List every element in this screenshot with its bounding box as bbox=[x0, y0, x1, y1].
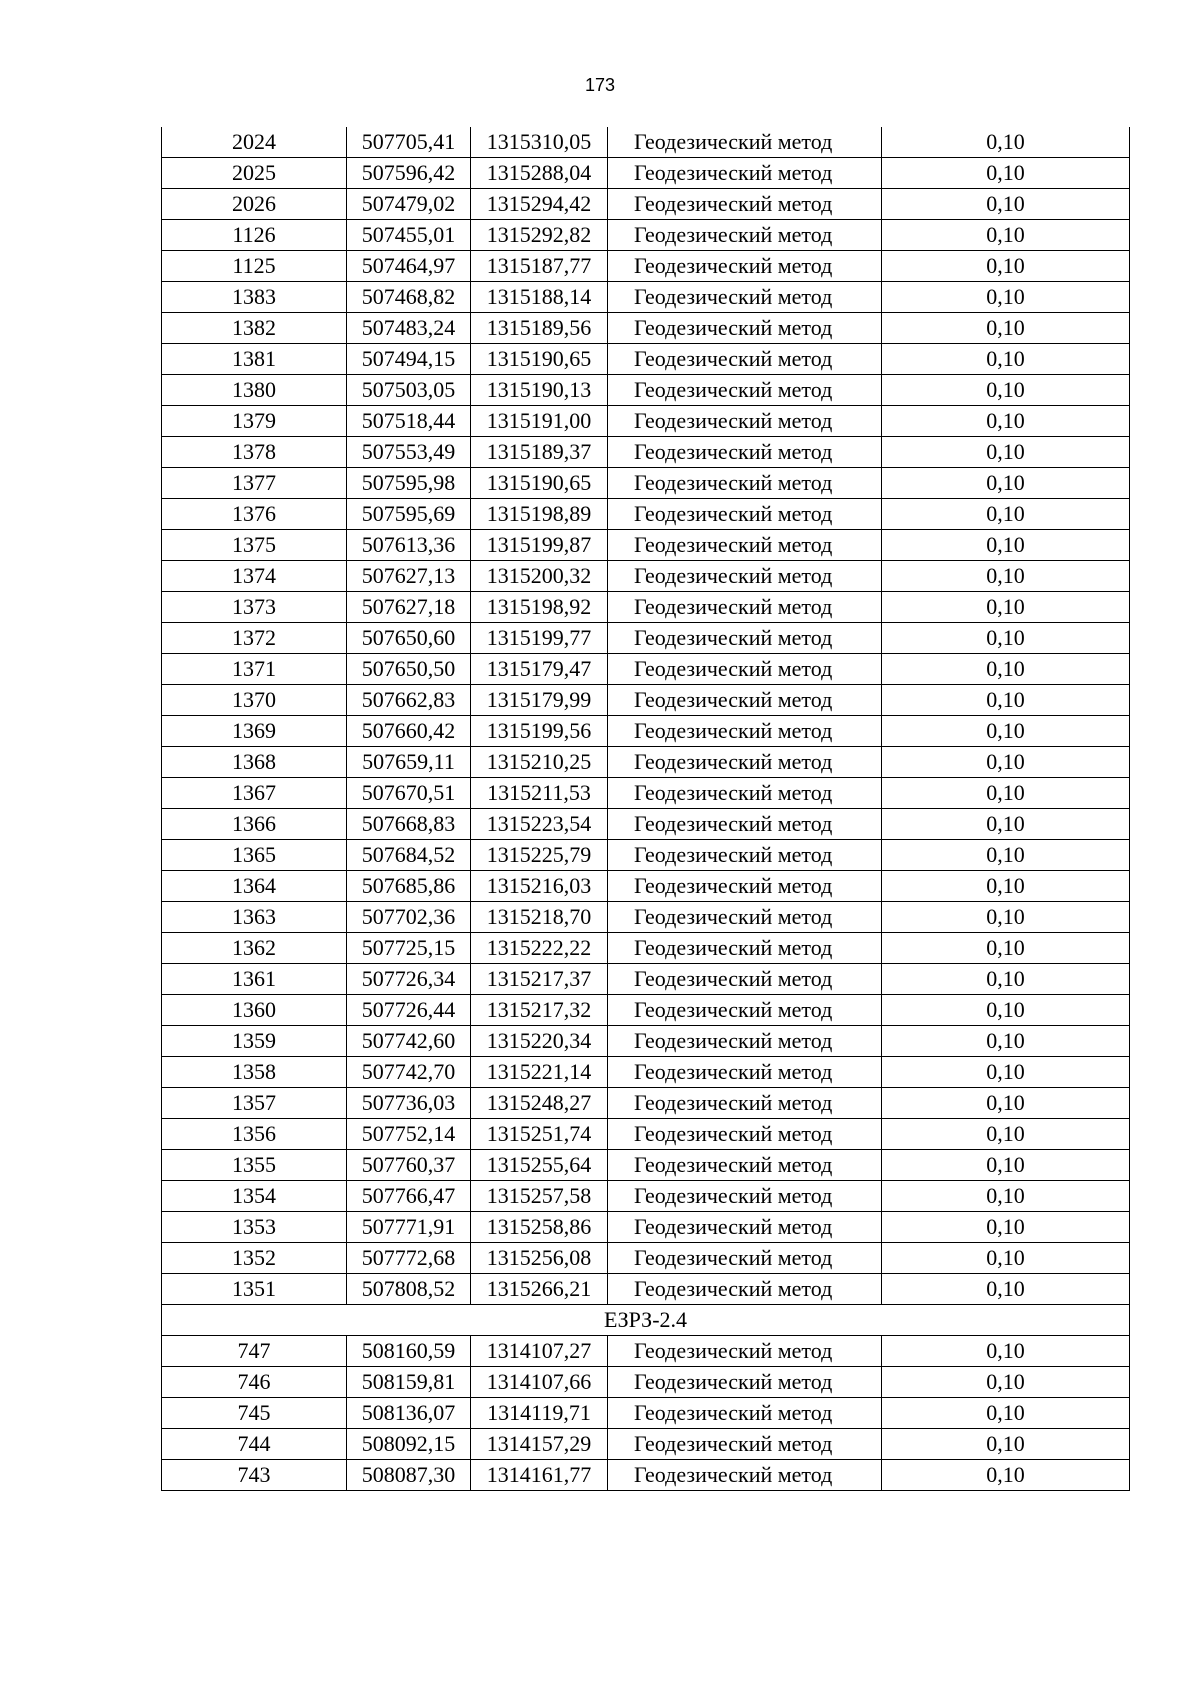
method-cell: Геодезический метод bbox=[608, 778, 882, 809]
precision-cell: 0,10 bbox=[882, 871, 1130, 902]
y-coordinate-cell: 1315200,32 bbox=[471, 561, 608, 592]
x-coordinate-cell: 507736,03 bbox=[347, 1088, 471, 1119]
y-coordinate-cell: 1315189,37 bbox=[471, 437, 608, 468]
method-cell: Геодезический метод bbox=[608, 1212, 882, 1243]
x-coordinate-cell: 507760,37 bbox=[347, 1150, 471, 1181]
point-number-cell: 1361 bbox=[162, 964, 347, 995]
x-coordinate-cell: 507670,51 bbox=[347, 778, 471, 809]
point-number-cell: 1363 bbox=[162, 902, 347, 933]
y-coordinate-cell: 1315198,92 bbox=[471, 592, 608, 623]
point-number-cell: 1366 bbox=[162, 809, 347, 840]
table-row bbox=[162, 1119, 1130, 1150]
coordinates-table-body bbox=[162, 127, 1130, 1491]
precision-cell: 0,10 bbox=[882, 1243, 1130, 1274]
point-number-cell: 1374 bbox=[162, 561, 347, 592]
x-coordinate-cell: 507479,02 bbox=[347, 189, 471, 220]
precision-cell: 0,10 bbox=[882, 1119, 1130, 1150]
table-row bbox=[162, 1057, 1130, 1088]
y-coordinate-cell: 1315190,65 bbox=[471, 344, 608, 375]
table-row bbox=[162, 1026, 1130, 1057]
point-number-cell: 1368 bbox=[162, 747, 347, 778]
table-row bbox=[162, 313, 1130, 344]
point-number-cell: 745 bbox=[162, 1398, 347, 1429]
point-number-cell: 1125 bbox=[162, 251, 347, 282]
method-cell: Геодезический метод bbox=[608, 158, 882, 189]
x-coordinate-cell: 507595,98 bbox=[347, 468, 471, 499]
method-cell: Геодезический метод bbox=[608, 1150, 882, 1181]
method-cell: Геодезический метод bbox=[608, 1429, 882, 1460]
x-coordinate-cell: 507726,34 bbox=[347, 964, 471, 995]
table-row bbox=[162, 189, 1130, 220]
point-number-cell: 1365 bbox=[162, 840, 347, 871]
precision-cell: 0,10 bbox=[882, 406, 1130, 437]
precision-cell: 0,10 bbox=[882, 902, 1130, 933]
method-cell: Геодезический метод bbox=[608, 251, 882, 282]
precision-cell: 0,10 bbox=[882, 716, 1130, 747]
y-coordinate-cell: 1314119,71 bbox=[471, 1398, 608, 1429]
y-coordinate-cell: 1315190,65 bbox=[471, 468, 608, 499]
point-number-cell: 1362 bbox=[162, 933, 347, 964]
y-coordinate-cell: 1315187,77 bbox=[471, 251, 608, 282]
table-row bbox=[162, 499, 1130, 530]
x-coordinate-cell: 507766,47 bbox=[347, 1181, 471, 1212]
x-coordinate-cell: 507659,11 bbox=[347, 747, 471, 778]
point-number-cell: 1352 bbox=[162, 1243, 347, 1274]
point-number-cell: 1381 bbox=[162, 344, 347, 375]
x-coordinate-cell: 507455,01 bbox=[347, 220, 471, 251]
method-cell: Геодезический метод bbox=[608, 1181, 882, 1212]
x-coordinate-cell: 507726,44 bbox=[347, 995, 471, 1026]
x-coordinate-cell: 507685,86 bbox=[347, 871, 471, 902]
method-cell: Геодезический метод bbox=[608, 1274, 882, 1305]
y-coordinate-cell: 1315257,58 bbox=[471, 1181, 608, 1212]
y-coordinate-cell: 1315198,89 bbox=[471, 499, 608, 530]
precision-cell: 0,10 bbox=[882, 468, 1130, 499]
table-row bbox=[162, 1088, 1130, 1119]
y-coordinate-cell: 1315251,74 bbox=[471, 1119, 608, 1150]
precision-cell: 0,10 bbox=[882, 623, 1130, 654]
point-number-cell: 2026 bbox=[162, 189, 347, 220]
x-coordinate-cell: 507742,70 bbox=[347, 1057, 471, 1088]
point-number-cell: 1369 bbox=[162, 716, 347, 747]
y-coordinate-cell: 1315225,79 bbox=[471, 840, 608, 871]
precision-cell: 0,10 bbox=[882, 1429, 1130, 1460]
table-row bbox=[162, 344, 1130, 375]
precision-cell: 0,10 bbox=[882, 778, 1130, 809]
table-row bbox=[162, 654, 1130, 685]
x-coordinate-cell: 507705,41 bbox=[347, 127, 471, 158]
y-coordinate-cell: 1315255,64 bbox=[471, 1150, 608, 1181]
method-cell: Геодезический метод bbox=[608, 530, 882, 561]
method-cell: Геодезический метод bbox=[608, 313, 882, 344]
method-cell: Геодезический метод bbox=[608, 747, 882, 778]
precision-cell: 0,10 bbox=[882, 437, 1130, 468]
table-row bbox=[162, 685, 1130, 716]
point-number-cell: 1377 bbox=[162, 468, 347, 499]
table-row bbox=[162, 778, 1130, 809]
y-coordinate-cell: 1314161,77 bbox=[471, 1460, 608, 1491]
table-row bbox=[162, 530, 1130, 561]
x-coordinate-cell: 507464,97 bbox=[347, 251, 471, 282]
table-row bbox=[162, 809, 1130, 840]
point-number-cell: 744 bbox=[162, 1429, 347, 1460]
method-cell: Геодезический метод bbox=[608, 1460, 882, 1491]
y-coordinate-cell: 1315220,34 bbox=[471, 1026, 608, 1057]
point-number-cell: 1359 bbox=[162, 1026, 347, 1057]
method-cell: Геодезический метод bbox=[608, 561, 882, 592]
method-cell: Геодезический метод bbox=[608, 902, 882, 933]
precision-cell: 0,10 bbox=[882, 1150, 1130, 1181]
x-coordinate-cell: 507468,82 bbox=[347, 282, 471, 313]
table-row bbox=[162, 995, 1130, 1026]
section-title: ЕЗРЗ-2.4 bbox=[162, 1305, 1130, 1336]
y-coordinate-cell: 1315294,42 bbox=[471, 189, 608, 220]
x-coordinate-cell: 507668,83 bbox=[347, 809, 471, 840]
point-number-cell: 747 bbox=[162, 1336, 347, 1367]
y-coordinate-cell: 1315199,56 bbox=[471, 716, 608, 747]
precision-cell: 0,10 bbox=[882, 685, 1130, 716]
precision-cell: 0,10 bbox=[882, 964, 1130, 995]
x-coordinate-cell: 507518,44 bbox=[347, 406, 471, 437]
table-row bbox=[162, 1181, 1130, 1212]
precision-cell: 0,10 bbox=[882, 251, 1130, 282]
precision-cell: 0,10 bbox=[882, 189, 1130, 220]
precision-cell: 0,10 bbox=[882, 747, 1130, 778]
table-row bbox=[162, 561, 1130, 592]
y-coordinate-cell: 1315222,22 bbox=[471, 933, 608, 964]
y-coordinate-cell: 1315310,05 bbox=[471, 127, 608, 158]
precision-cell: 0,10 bbox=[882, 282, 1130, 313]
table-row bbox=[162, 1336, 1130, 1367]
y-coordinate-cell: 1315211,53 bbox=[471, 778, 608, 809]
x-coordinate-cell: 508136,07 bbox=[347, 1398, 471, 1429]
table-row bbox=[162, 437, 1130, 468]
method-cell: Геодезический метод bbox=[608, 1243, 882, 1274]
point-number-cell: 1353 bbox=[162, 1212, 347, 1243]
point-number-cell: 1370 bbox=[162, 685, 347, 716]
point-number-cell: 1357 bbox=[162, 1088, 347, 1119]
x-coordinate-cell: 507772,68 bbox=[347, 1243, 471, 1274]
x-coordinate-cell: 507702,36 bbox=[347, 902, 471, 933]
y-coordinate-cell: 1314107,27 bbox=[471, 1336, 608, 1367]
table-row bbox=[162, 220, 1130, 251]
method-cell: Геодезический метод bbox=[608, 995, 882, 1026]
method-cell: Геодезический метод bbox=[608, 840, 882, 871]
method-cell: Геодезический метод bbox=[608, 1026, 882, 1057]
point-number-cell: 1360 bbox=[162, 995, 347, 1026]
table-row bbox=[162, 1367, 1130, 1398]
method-cell: Геодезический метод bbox=[608, 220, 882, 251]
x-coordinate-cell: 507595,69 bbox=[347, 499, 471, 530]
table-row bbox=[162, 468, 1130, 499]
method-cell: Геодезический метод bbox=[608, 1119, 882, 1150]
section-header-row bbox=[162, 1305, 1130, 1336]
point-number-cell: 1382 bbox=[162, 313, 347, 344]
point-number-cell: 1375 bbox=[162, 530, 347, 561]
method-cell: Геодезический метод bbox=[608, 1336, 882, 1367]
method-cell: Геодезический метод bbox=[608, 344, 882, 375]
point-number-cell: 1126 bbox=[162, 220, 347, 251]
point-number-cell: 1376 bbox=[162, 499, 347, 530]
precision-cell: 0,10 bbox=[882, 1274, 1130, 1305]
precision-cell: 0,10 bbox=[882, 933, 1130, 964]
point-number-cell: 1373 bbox=[162, 592, 347, 623]
precision-cell: 0,10 bbox=[882, 995, 1130, 1026]
method-cell: Геодезический метод bbox=[608, 375, 882, 406]
y-coordinate-cell: 1315223,54 bbox=[471, 809, 608, 840]
y-coordinate-cell: 1315189,56 bbox=[471, 313, 608, 344]
y-coordinate-cell: 1315217,37 bbox=[471, 964, 608, 995]
x-coordinate-cell: 507725,15 bbox=[347, 933, 471, 964]
y-coordinate-cell: 1315256,08 bbox=[471, 1243, 608, 1274]
point-number-cell: 2024 bbox=[162, 127, 347, 158]
point-number-cell: 1358 bbox=[162, 1057, 347, 1088]
y-coordinate-cell: 1315218,70 bbox=[471, 902, 608, 933]
y-coordinate-cell: 1315199,77 bbox=[471, 623, 608, 654]
precision-cell: 0,10 bbox=[882, 1212, 1130, 1243]
y-coordinate-cell: 1315248,27 bbox=[471, 1088, 608, 1119]
precision-cell: 0,10 bbox=[882, 840, 1130, 871]
method-cell: Геодезический метод bbox=[608, 499, 882, 530]
x-coordinate-cell: 507627,13 bbox=[347, 561, 471, 592]
table-row bbox=[162, 1212, 1130, 1243]
table-row bbox=[162, 871, 1130, 902]
y-coordinate-cell: 1315190,13 bbox=[471, 375, 608, 406]
method-cell: Геодезический метод bbox=[608, 716, 882, 747]
precision-cell: 0,10 bbox=[882, 809, 1130, 840]
y-coordinate-cell: 1315292,82 bbox=[471, 220, 608, 251]
y-coordinate-cell: 1314107,66 bbox=[471, 1367, 608, 1398]
point-number-cell: 743 bbox=[162, 1460, 347, 1491]
precision-cell: 0,10 bbox=[882, 344, 1130, 375]
precision-cell: 0,10 bbox=[882, 220, 1130, 251]
method-cell: Геодезический метод bbox=[608, 468, 882, 499]
x-coordinate-cell: 508087,30 bbox=[347, 1460, 471, 1491]
table-row bbox=[162, 1150, 1130, 1181]
x-coordinate-cell: 507483,24 bbox=[347, 313, 471, 344]
method-cell: Геодезический метод bbox=[608, 933, 882, 964]
point-number-cell: 1364 bbox=[162, 871, 347, 902]
y-coordinate-cell: 1315179,99 bbox=[471, 685, 608, 716]
y-coordinate-cell: 1315199,87 bbox=[471, 530, 608, 561]
table-row bbox=[162, 1460, 1130, 1491]
y-coordinate-cell: 1315191,00 bbox=[471, 406, 608, 437]
precision-cell: 0,10 bbox=[882, 1398, 1130, 1429]
precision-cell: 0,10 bbox=[882, 1057, 1130, 1088]
x-coordinate-cell: 507752,14 bbox=[347, 1119, 471, 1150]
x-coordinate-cell: 507596,42 bbox=[347, 158, 471, 189]
table-row bbox=[162, 902, 1130, 933]
y-coordinate-cell: 1314157,29 bbox=[471, 1429, 608, 1460]
precision-cell: 0,10 bbox=[882, 158, 1130, 189]
table-row bbox=[162, 1243, 1130, 1274]
y-coordinate-cell: 1315258,86 bbox=[471, 1212, 608, 1243]
table-row bbox=[162, 933, 1130, 964]
x-coordinate-cell: 507553,49 bbox=[347, 437, 471, 468]
table-row bbox=[162, 840, 1130, 871]
precision-cell: 0,10 bbox=[882, 561, 1130, 592]
method-cell: Геодезический метод bbox=[608, 685, 882, 716]
point-number-cell: 746 bbox=[162, 1367, 347, 1398]
method-cell: Геодезический метод bbox=[608, 964, 882, 995]
table-row bbox=[162, 1429, 1130, 1460]
method-cell: Геодезический метод bbox=[608, 1398, 882, 1429]
x-coordinate-cell: 508160,59 bbox=[347, 1336, 471, 1367]
point-number-cell: 1372 bbox=[162, 623, 347, 654]
x-coordinate-cell: 507650,60 bbox=[347, 623, 471, 654]
x-coordinate-cell: 507494,15 bbox=[347, 344, 471, 375]
method-cell: Геодезический метод bbox=[608, 437, 882, 468]
table-row bbox=[162, 406, 1130, 437]
table-row bbox=[162, 375, 1130, 406]
point-number-cell: 1371 bbox=[162, 654, 347, 685]
precision-cell: 0,10 bbox=[882, 654, 1130, 685]
y-coordinate-cell: 1315179,47 bbox=[471, 654, 608, 685]
table-row bbox=[162, 282, 1130, 313]
y-coordinate-cell: 1315210,25 bbox=[471, 747, 608, 778]
point-number-cell: 1367 bbox=[162, 778, 347, 809]
x-coordinate-cell: 507771,91 bbox=[347, 1212, 471, 1243]
x-coordinate-cell: 507684,52 bbox=[347, 840, 471, 871]
x-coordinate-cell: 507650,50 bbox=[347, 654, 471, 685]
point-number-cell: 1378 bbox=[162, 437, 347, 468]
point-number-cell: 1379 bbox=[162, 406, 347, 437]
method-cell: Геодезический метод bbox=[608, 871, 882, 902]
y-coordinate-cell: 1315266,21 bbox=[471, 1274, 608, 1305]
method-cell: Геодезический метод bbox=[608, 282, 882, 313]
y-coordinate-cell: 1315216,03 bbox=[471, 871, 608, 902]
point-number-cell: 1354 bbox=[162, 1181, 347, 1212]
precision-cell: 0,10 bbox=[882, 127, 1130, 158]
table-row bbox=[162, 747, 1130, 778]
x-coordinate-cell: 508159,81 bbox=[347, 1367, 471, 1398]
table-row bbox=[162, 1274, 1130, 1305]
point-number-cell: 2025 bbox=[162, 158, 347, 189]
point-number-cell: 1355 bbox=[162, 1150, 347, 1181]
point-number-cell: 1383 bbox=[162, 282, 347, 313]
method-cell: Геодезический метод bbox=[608, 654, 882, 685]
precision-cell: 0,10 bbox=[882, 1181, 1130, 1212]
method-cell: Геодезический метод bbox=[608, 127, 882, 158]
table-row bbox=[162, 623, 1130, 654]
precision-cell: 0,10 bbox=[882, 375, 1130, 406]
table-row bbox=[162, 1398, 1130, 1429]
method-cell: Геодезический метод bbox=[608, 1057, 882, 1088]
x-coordinate-cell: 507742,60 bbox=[347, 1026, 471, 1057]
precision-cell: 0,10 bbox=[882, 499, 1130, 530]
method-cell: Геодезический метод bbox=[608, 189, 882, 220]
y-coordinate-cell: 1315217,32 bbox=[471, 995, 608, 1026]
precision-cell: 0,10 bbox=[882, 1026, 1130, 1057]
table-row bbox=[162, 964, 1130, 995]
precision-cell: 0,10 bbox=[882, 1336, 1130, 1367]
precision-cell: 0,10 bbox=[882, 530, 1130, 561]
x-coordinate-cell: 507808,52 bbox=[347, 1274, 471, 1305]
coordinates-table bbox=[161, 127, 1130, 1491]
method-cell: Геодезический метод bbox=[608, 1367, 882, 1398]
table-row bbox=[162, 158, 1130, 189]
x-coordinate-cell: 508092,15 bbox=[347, 1429, 471, 1460]
x-coordinate-cell: 507662,83 bbox=[347, 685, 471, 716]
method-cell: Геодезический метод bbox=[608, 1088, 882, 1119]
y-coordinate-cell: 1315221,14 bbox=[471, 1057, 608, 1088]
table-row bbox=[162, 592, 1130, 623]
method-cell: Геодезический метод bbox=[608, 592, 882, 623]
point-number-cell: 1351 bbox=[162, 1274, 347, 1305]
y-coordinate-cell: 1315288,04 bbox=[471, 158, 608, 189]
method-cell: Геодезический метод bbox=[608, 623, 882, 654]
method-cell: Геодезический метод bbox=[608, 406, 882, 437]
table-row bbox=[162, 127, 1130, 158]
table-row bbox=[162, 251, 1130, 282]
precision-cell: 0,10 bbox=[882, 1367, 1130, 1398]
precision-cell: 0,10 bbox=[882, 592, 1130, 623]
point-number-cell: 1356 bbox=[162, 1119, 347, 1150]
precision-cell: 0,10 bbox=[882, 1460, 1130, 1491]
x-coordinate-cell: 507503,05 bbox=[347, 375, 471, 406]
table-row bbox=[162, 716, 1130, 747]
x-coordinate-cell: 507660,42 bbox=[347, 716, 471, 747]
method-cell: Геодезический метод bbox=[608, 809, 882, 840]
x-coordinate-cell: 507627,18 bbox=[347, 592, 471, 623]
precision-cell: 0,10 bbox=[882, 1088, 1130, 1119]
y-coordinate-cell: 1315188,14 bbox=[471, 282, 608, 313]
precision-cell: 0,10 bbox=[882, 313, 1130, 344]
page-number: 173 bbox=[584, 75, 616, 95]
x-coordinate-cell: 507613,36 bbox=[347, 530, 471, 561]
point-number-cell: 1380 bbox=[162, 375, 347, 406]
